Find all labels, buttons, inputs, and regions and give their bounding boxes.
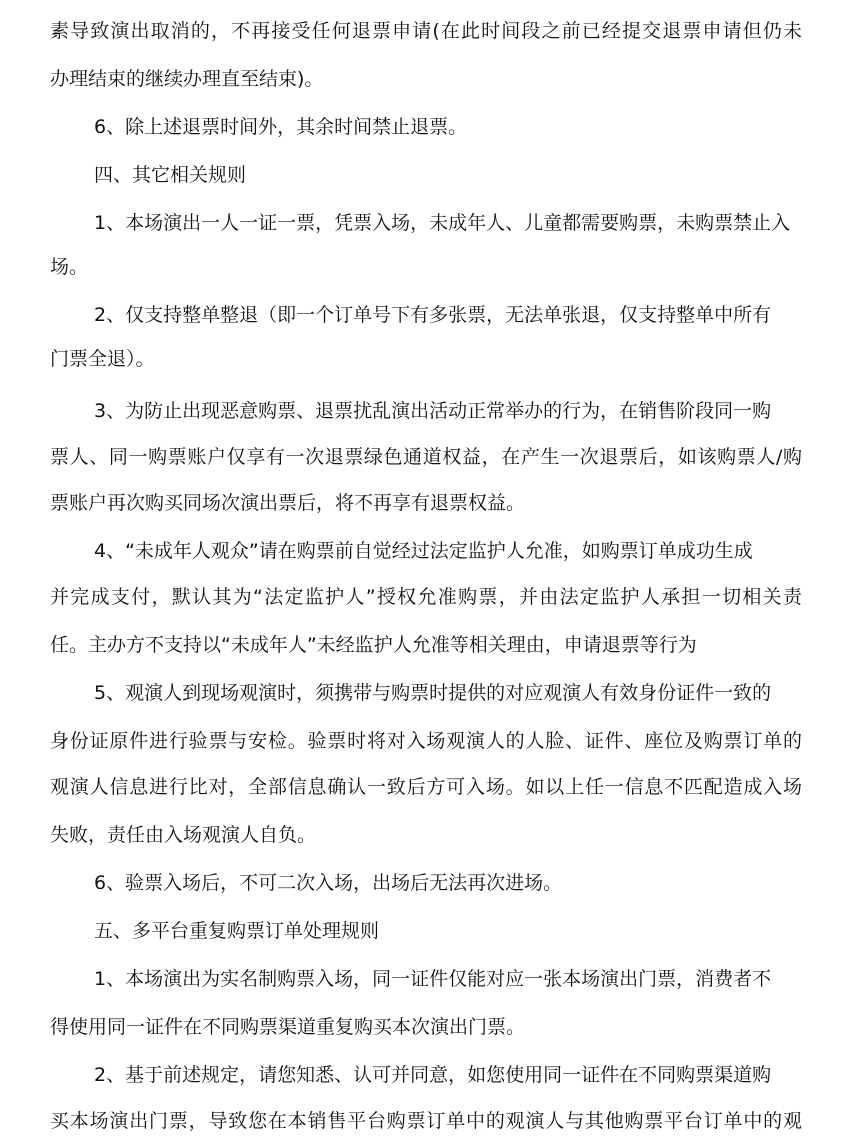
text-line: 门票全退）。: [50, 348, 155, 370]
text-line: 5、观演人到现场观演时，须携带与购票时提供的对应观演人有效身份证件一致的: [94, 682, 772, 704]
text-line: 买本场演出门票，导致您在本销售平台购票订单中的观演人与其他购票平台订单中的观: [50, 1110, 802, 1132]
text-line: 6、除上述退票时间外，其余时间禁止退票。: [94, 116, 468, 138]
text-line: 场。: [50, 256, 89, 278]
text-line: 票账户再次购买同场次演出票后，将不再享有退票权益。: [50, 492, 526, 514]
text-line: 2、仅支持整单整退（即一个订单号下有多张票，无法单张退，仅支持整单中所有: [94, 304, 772, 326]
text-line: 1、本场演出为实名制购票入场，同一证件仅能对应一张本场演出门票，消费者不: [94, 968, 772, 990]
text-line: 素导致演出取消的，不再接受任何退票申请(在此时间段之前已经提交退票申请但仍未: [50, 20, 802, 42]
text-line: 观演人信息进行比对，全部信息确认一致后方可入场。如以上任一信息不匹配造成入场: [50, 776, 802, 798]
section-heading: 五、多平台重复购票订单处理规则: [94, 920, 380, 942]
text-line: 票人、同一购票账户仅享有一次退票绿色通道权益，在产生一次退票后，如该购票人/购: [50, 446, 802, 468]
text-line: 2、基于前述规定，请您知悉、认可并同意，如您使用同一证件在不同购票渠道购: [94, 1064, 772, 1086]
text-line: 6、验票入场后，不可二次入场，出场后无法再次进场。: [94, 872, 563, 894]
text-line: 任。主办方不支持以“未成年人”未经监护人允准等相关理由，申请退票等行为: [50, 634, 697, 656]
text-line: 得使用同一证件在不同购票渠道重复购买本次演出门票。: [50, 1016, 526, 1038]
text-line: 身份证原件进行验票与安检。验票时将对入场观演人的人脸、证件、座位及购票订单的: [50, 730, 802, 752]
text-line: 办理结束的继续办理直至结束)。: [50, 68, 324, 90]
text-line: 失败，责任由入场观演人自负。: [50, 824, 317, 846]
section-heading: 四、其它相关规则: [94, 164, 247, 186]
text-line: 3、为防止出现恶意购票、退票扰乱演出活动正常举办的行为，在销售阶段同一购: [94, 400, 772, 422]
text-line: 4、“未成年人观众”请在购票前自觉经过法定监护人允准，如购票订单成功生成: [94, 540, 753, 562]
text-line: 并完成支付，默认其为“法定监护人”授权允准购票，并由法定监护人承担一切相关责: [50, 586, 802, 608]
text-line: 1、本场演出一人一证一票，凭票入场，未成年人、儿童都需要购票，未购票禁止入: [94, 212, 791, 234]
